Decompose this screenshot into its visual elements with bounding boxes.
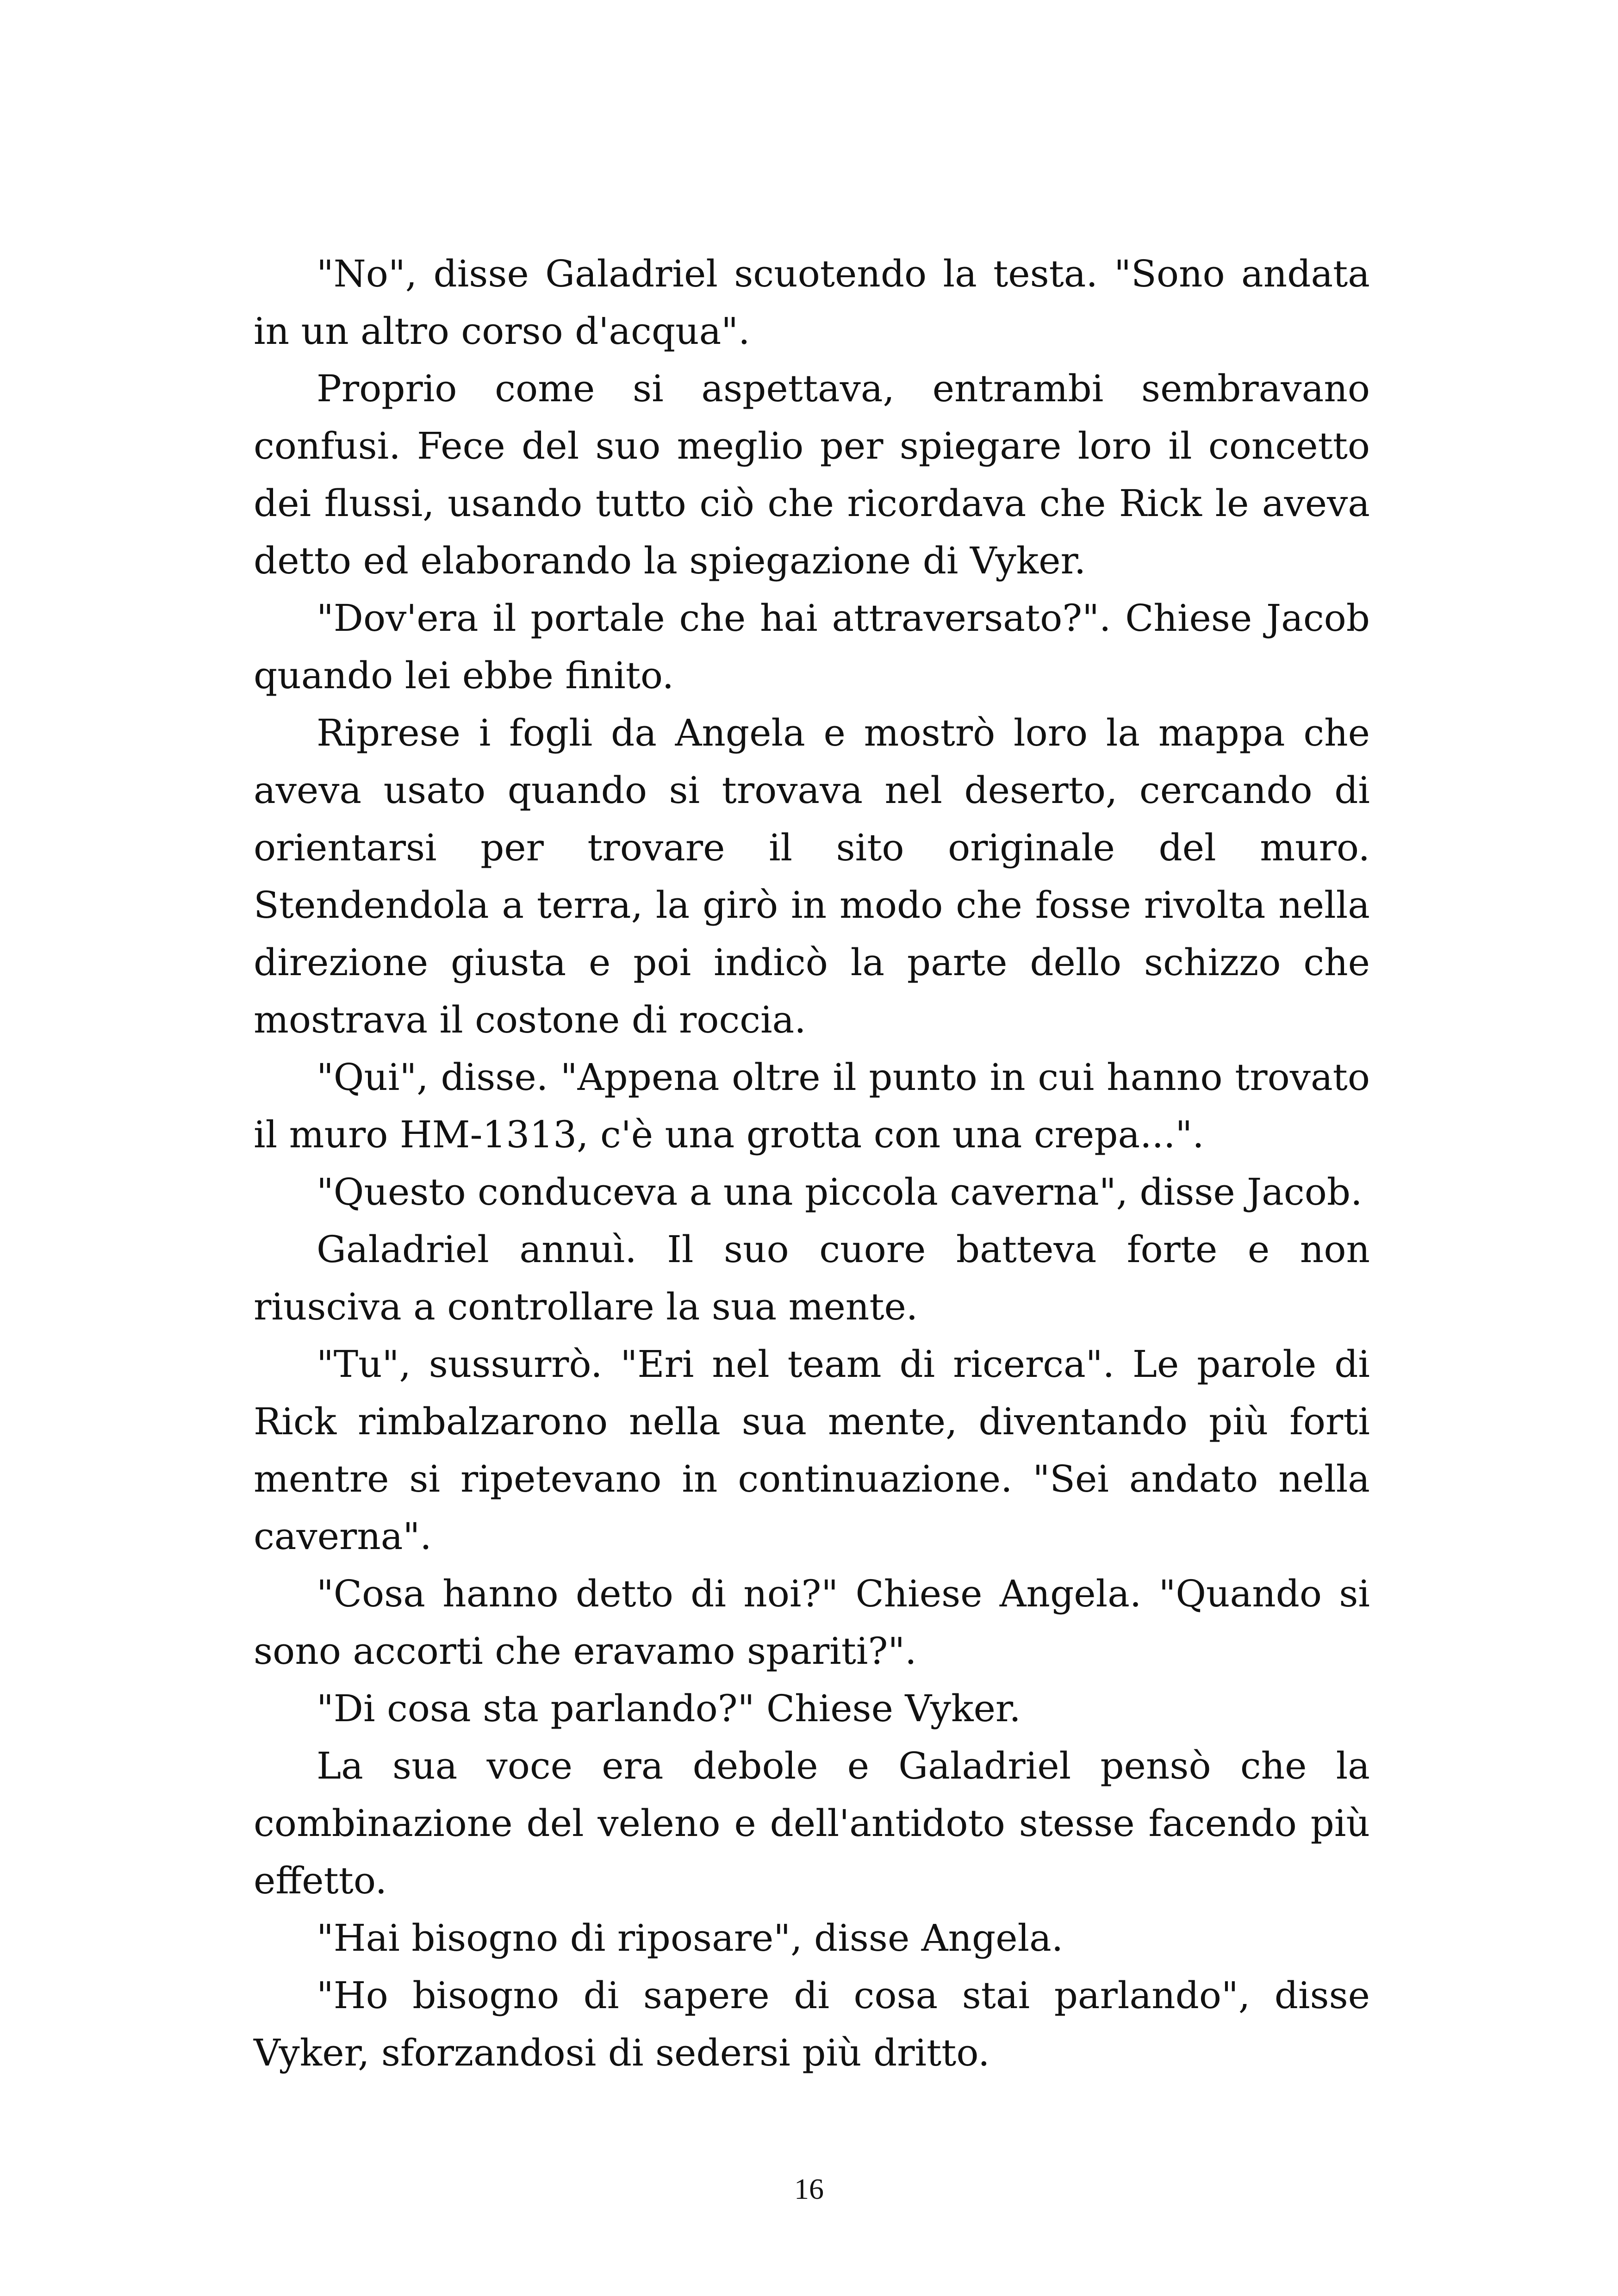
paragraph: Galadriel annuì. Il suo cuore batteva forte e non riusciva a controllare la sua mente. xyxy=(254,1228,1370,1328)
paragraph: La sua voce era debole e Galadriel pensò che la combinazione del veleno e dell'antidoto stesse facendo più effetto. xyxy=(254,1744,1370,1902)
paragraph: Riprese i fogli da Angela e mostrò loro la mappa che aveva usato quando si trovava nel deserto, cercando di orientarsi per trovare il sito originale del muro. Stendendola a terra, la girò in modo che fosse rivolta nella direzione giusta e poi indicò la parte dello schizzo che mostrava il costone di roccia. xyxy=(254,711,1370,1041)
page-number: 16 xyxy=(794,2172,824,2205)
paragraph: "No", disse Galadriel scuotendo la testa. "Sono andata in un altro corso d'acqua". xyxy=(254,252,1370,353)
paragraph: "Cosa hanno detto di noi?" Chiese Angela. "Quando si sono accorti che eravamo spariti?". xyxy=(254,1572,1370,1673)
paragraph: "Hai bisogno di riposare", disse Angela. xyxy=(317,1916,1064,1960)
paragraph: "Questo conduceva a una piccola caverna", disse Jacob. xyxy=(317,1170,1363,1213)
paragraph: Proprio come si aspettava, entrambi sembravano confusi. Fece del suo meglio per spiegare loro il concetto dei flussi, usando tutto ciò che ricordava che Rick le aveva detto ed elaborando la spiegazione di Vyker. xyxy=(254,367,1370,582)
paragraph: "Tu", sussurrò. "Eri nel team di ricerca". Le parole di Rick rimbalzarono nella sua mente, diventando più forti mentre si ripetevano in continuazione. "Sei andato nella caverna". xyxy=(254,1343,1370,1558)
paragraph: "Di cosa sta parlando?" Chiese Vyker. xyxy=(317,1687,1021,1730)
paragraph: "Dov'era il portale che hai attraversato?". Chiese Jacob quando lei ebbe finito. xyxy=(254,597,1370,697)
paragraph: "Ho bisogno di sapere di cosa stai parlando", disse Vyker, sforzandosi di sedersi più dritto. xyxy=(254,1974,1370,2074)
body-text xyxy=(254,245,1370,2082)
paragraph: "Qui", disse. "Appena oltre il punto in cui hanno trovato il muro HM-1313, c'è una grotta con una crepa...". xyxy=(254,1056,1370,1156)
